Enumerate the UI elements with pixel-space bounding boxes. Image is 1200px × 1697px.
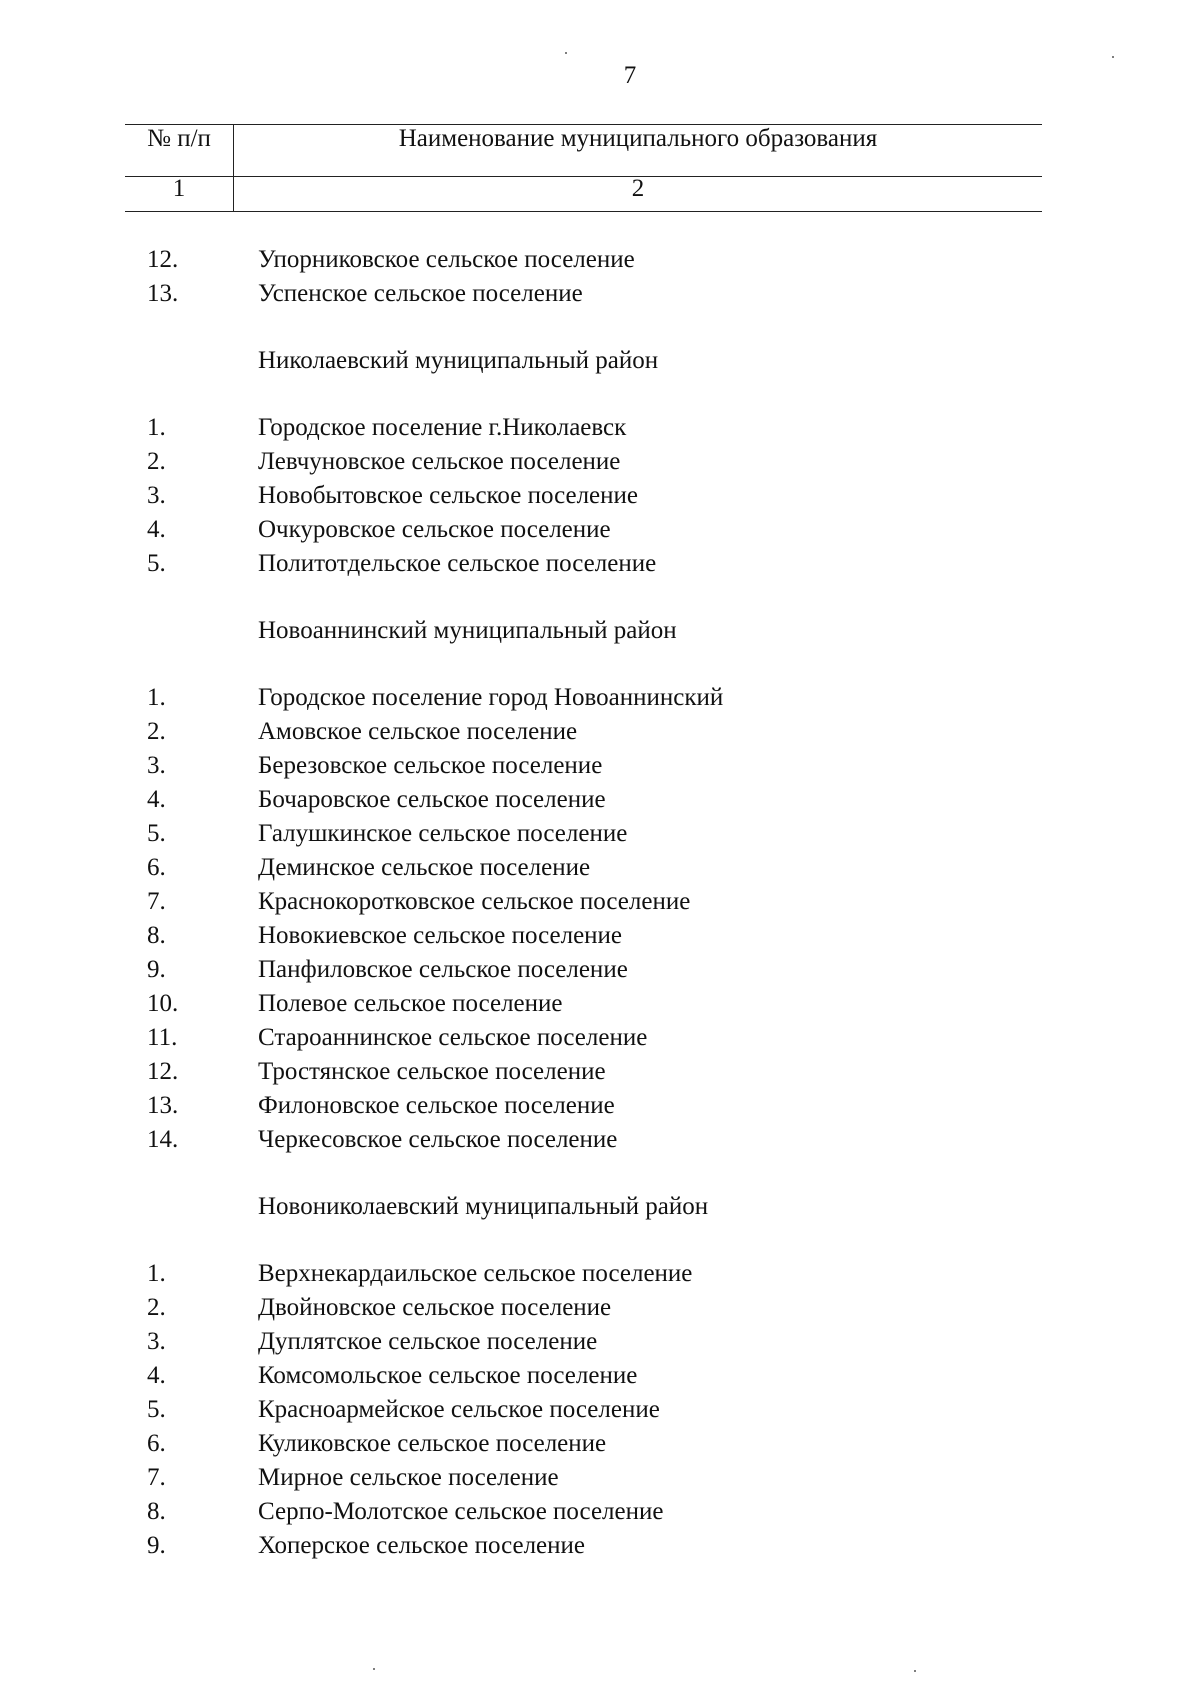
item-name: Упорниковское сельское поселение: [258, 246, 635, 273]
list-item: [0, 547, 1200, 581]
item-name: Деминское сельское поселение: [258, 854, 591, 881]
item-name: Черкесовское сельское поселение: [258, 1126, 618, 1153]
district-heading: Новоаннинский муниципальный район: [258, 617, 677, 644]
item-name: Левчуновское сельское поселение: [258, 448, 621, 475]
item-name: Серпо-Молотское сельское поселение: [258, 1498, 664, 1525]
item-number: 3.: [147, 752, 166, 779]
item-number: 6.: [147, 854, 166, 881]
item-number: 3.: [147, 1328, 166, 1355]
list-item: [0, 1359, 1200, 1393]
item-name: Красноармейское сельское поселение: [258, 1396, 660, 1423]
item-number: 7.: [147, 1464, 166, 1491]
item-name: Галушкинское сельское поселение: [258, 820, 628, 847]
item-number: 5.: [147, 550, 166, 577]
list-item: [0, 1495, 1200, 1529]
item-number: 2.: [147, 718, 166, 745]
item-name: Новокиевское сельское поселение: [258, 922, 623, 949]
item-number: 8.: [147, 1498, 166, 1525]
item-name: Комсомольское сельское поселение: [258, 1362, 638, 1389]
item-name: Амовское сельское поселение: [258, 718, 578, 745]
scan-speck: [1112, 56, 1114, 58]
col-number-header: № п/п: [125, 125, 234, 177]
list-item: [0, 851, 1200, 885]
list-item: [0, 749, 1200, 783]
item-name: Политотдельское сельское поселение: [258, 550, 657, 577]
item-number: 14.: [147, 1126, 179, 1153]
col-name-index: 2: [234, 177, 1043, 212]
list-item: [0, 1123, 1200, 1157]
item-number: 6.: [147, 1430, 166, 1457]
item-number: 4.: [147, 786, 166, 813]
scan-speck: [565, 52, 567, 54]
page-number: 7: [623, 62, 637, 89]
item-number: 13.: [147, 1092, 179, 1119]
list-item: [0, 885, 1200, 919]
list-item: [0, 987, 1200, 1021]
list-item: [0, 1257, 1200, 1291]
item-name: Куликовское сельское поселение: [258, 1430, 607, 1457]
list-item: [0, 513, 1200, 547]
list-item: [0, 1089, 1200, 1123]
item-number: 4.: [147, 516, 166, 543]
item-number: 12.: [147, 1058, 179, 1085]
item-number: 7.: [147, 888, 166, 915]
item-number: 13.: [147, 280, 179, 307]
item-name: Верхнекардаильское сельское поселение: [258, 1260, 693, 1287]
list-item: [0, 919, 1200, 953]
item-name: Краснокоротковское сельское поселение: [258, 888, 691, 915]
scan-speck: [914, 1670, 916, 1672]
item-name: Городское поселение город Новоаннинский: [258, 684, 724, 711]
list-item: [0, 1393, 1200, 1427]
item-number: 9.: [147, 956, 166, 983]
item-name: Городское поселение г.Николаевск: [258, 414, 627, 441]
item-number: 4.: [147, 1362, 166, 1389]
item-number: 9.: [147, 1532, 166, 1559]
list-item: [0, 1021, 1200, 1055]
list-item: [0, 445, 1200, 479]
item-name: Успенское сельское поселение: [258, 280, 583, 307]
col-number-index: 1: [125, 177, 234, 212]
col-name-header: Наименование муниципального образования: [234, 125, 1043, 177]
list-item: [0, 277, 1200, 311]
item-name: Очкуровское сельское поселение: [258, 516, 611, 543]
district-heading: Новониколаевский муниципальный район: [258, 1193, 709, 1220]
item-number: 2.: [147, 448, 166, 475]
item-name: Хоперское сельское поселение: [258, 1532, 586, 1559]
item-name: Тростянское сельское поселение: [258, 1058, 606, 1085]
list-item: [0, 715, 1200, 749]
item-name: Дуплятское сельское поселение: [258, 1328, 598, 1355]
list-item: [0, 681, 1200, 715]
table-header: [125, 124, 1042, 212]
list-item: [0, 1325, 1200, 1359]
item-name: Панфиловское сельское поселение: [258, 956, 628, 983]
list-item: [0, 1055, 1200, 1089]
list-item: [0, 1427, 1200, 1461]
list-item: [0, 817, 1200, 851]
item-name: Полевое сельское поселение: [258, 990, 563, 1017]
municipality-list: [0, 243, 1200, 1563]
item-number: 8.: [147, 922, 166, 949]
item-number: 5.: [147, 820, 166, 847]
item-name: Мирное сельское поселение: [258, 1464, 559, 1491]
list-item: [0, 479, 1200, 513]
item-number: 11.: [147, 1024, 178, 1051]
item-name: Двойновское сельское поселение: [258, 1294, 612, 1321]
item-number: 1.: [147, 414, 166, 441]
item-name: Новобытовское сельское поселение: [258, 482, 639, 509]
list-item: [0, 953, 1200, 987]
item-name: Староаннинское сельское поселение: [258, 1024, 648, 1051]
scan-speck: [373, 1668, 375, 1670]
item-number: 5.: [147, 1396, 166, 1423]
item-name: Бочаровское сельское поселение: [258, 786, 606, 813]
list-item: [0, 783, 1200, 817]
table-header-row: [125, 125, 1042, 177]
list-item: [0, 1529, 1200, 1563]
item-number: 1.: [147, 684, 166, 711]
list-item: [0, 243, 1200, 277]
item-name: Березовское сельское поселение: [258, 752, 603, 779]
item-number: 10.: [147, 990, 179, 1017]
list-item: [0, 1461, 1200, 1495]
list-item: [0, 1291, 1200, 1325]
item-number: 1.: [147, 1260, 166, 1287]
item-number: 2.: [147, 1294, 166, 1321]
item-number: 3.: [147, 482, 166, 509]
district-heading: Николаевский муниципальный район: [258, 347, 659, 374]
list-item: [0, 411, 1200, 445]
table-column-numbers-row: [125, 177, 1042, 212]
item-number: 12.: [147, 246, 179, 273]
item-name: Филоновское сельское поселение: [258, 1092, 615, 1119]
